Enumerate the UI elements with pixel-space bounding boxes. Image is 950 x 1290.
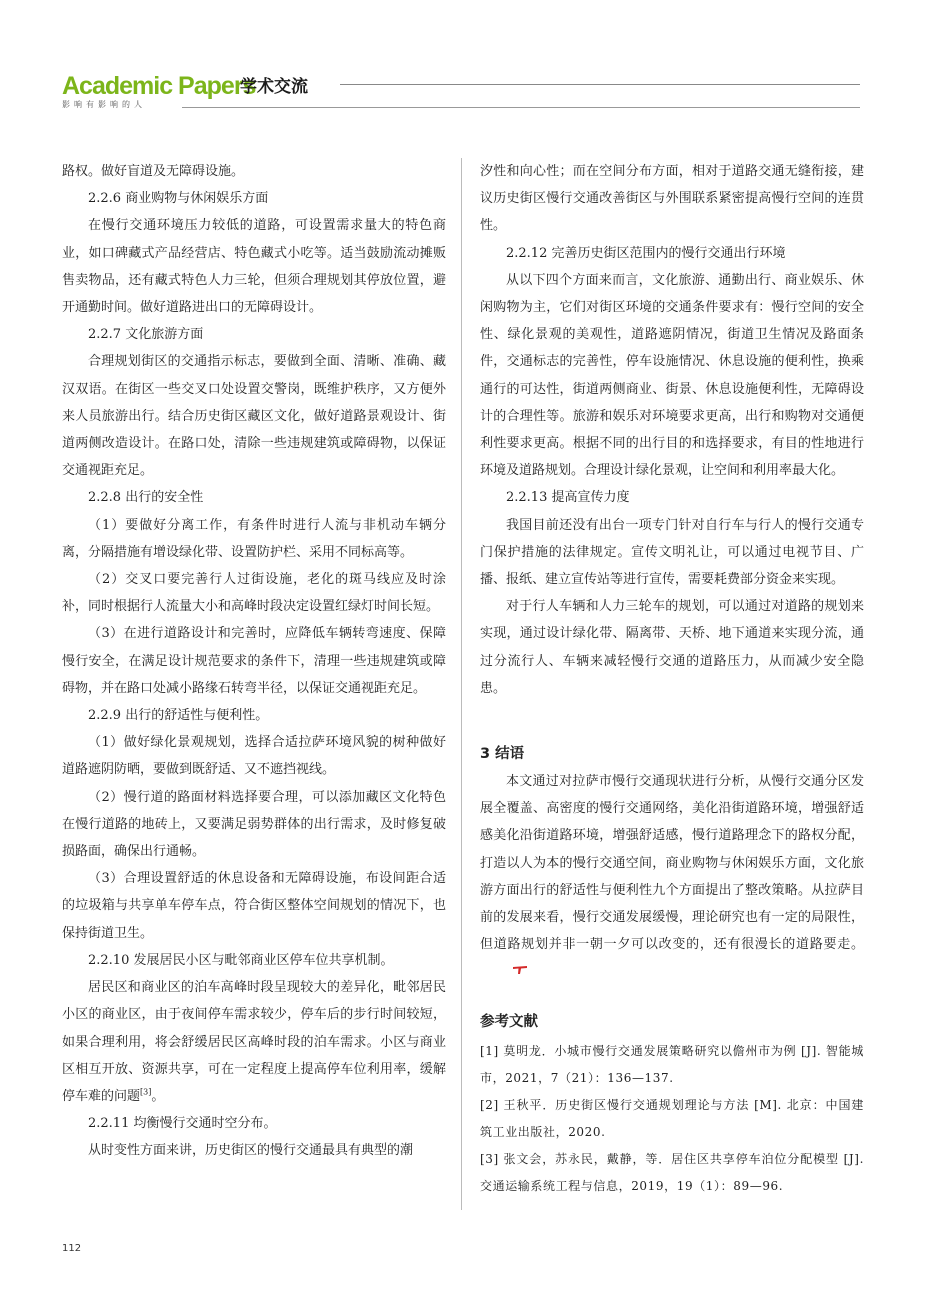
paragraph [62, 974, 446, 1110]
text: 2.2.11 均衡慢行交通时空分布。 [88, 1116, 277, 1132]
subsection-heading [480, 240, 864, 267]
text: 2.2.13 提高宣传力度 [506, 490, 630, 506]
subsection-heading [480, 484, 864, 511]
text: [1] 莫明龙．小城市慢行交通发展策略研究以儋州市为例 [J]. 智能城市，2021，7（21）：136—137. [480, 1043, 864, 1085]
text: （1）要做好分离工作，有条件时进行人流与非机动车辆分离，分隔措施有增设绿化带、设置防护栏、采用不同标高等。 [62, 517, 446, 560]
paragraph [62, 729, 446, 783]
text: 2.2.6 商业购物与休闲娱乐方面 [88, 191, 269, 207]
text: 从时变性方面来讲，历史街区的慢行交通最具有典型的潮 [88, 1143, 414, 1159]
end-mark-icon [486, 958, 528, 985]
subsection-heading [62, 185, 446, 212]
paragraph [62, 620, 446, 702]
paragraph [480, 768, 864, 986]
reference-item [480, 1146, 864, 1200]
text-tail: 。 [151, 1088, 165, 1104]
reference-item [480, 1092, 864, 1146]
text: 路权。做好盲道及无障碍设施。 [62, 164, 245, 179]
text: 汐性和向心性；而在空间分布方面，相对于道路交通无缝衔接，建议历史街区慢行交通改善街区与外围联系紧密提高慢行空间的连贯性。 [480, 164, 864, 234]
section-heading [480, 740, 864, 768]
paragraph [62, 212, 446, 321]
text: 合理规划街区的交通指示标志，要做到全面、清晰、准确、藏汉双语。在街区一些交叉口处设置交警岗，既维护秩序，又方便外来人员旅游出行。结合历史街区藏区文化，做好道路景观设计、街道两侧改造设计。在路口处，清除一些违规建筑或障碍物，以保证交通视距充足。 [62, 354, 446, 479]
journal-brand: Academic Papers [62, 72, 256, 100]
text: （3）合理设置舒适的休息设备和无障碍设施，布设间距合适的垃圾箱与共享单车停车点，符合街区整体空间规划的情况下，也保持街道卫生。 [62, 871, 446, 941]
paragraph [480, 267, 864, 485]
text: 3 结语 [480, 746, 525, 763]
text: 2.2.10 发展居民小区与毗邻商业区停车位共享机制。 [88, 952, 394, 968]
text: （3）在进行道路设计和完善时，应降低车辆转弯速度、保障慢行安全，在满足设计规范要求的条件下，清理一些违规建筑或障碍物，并在路口处减小路缘石转弯半径，以保证交通视距充足。 [62, 626, 446, 696]
text: 居民区和商业区的泊车高峰时段呈现较大的差异化，毗邻居民小区的商业区，由于夜间停车需求较少，停车后的步行时间较短，如果合理利用，将会舒缓居民区高峰时段的泊车需求。小区与商业区相互开放、资源共享，可在一定程度上提高停车位利用率，缓解停车难的问题 [62, 980, 446, 1104]
header-rule-bottom [182, 107, 860, 108]
text: [3] 张文会，苏永民，戴静，等．居住区共享停车泊位分配模型 [J]. 交通运输系统工程与信息，2019，19（1）：89—96. [480, 1151, 864, 1193]
paragraph [62, 784, 446, 866]
subsection-heading [62, 1110, 446, 1137]
text: 对于行人车辆和人力三轮车的规划，可以通过对道路的规划来实现，通过设计绿化带、隔离带、天桥、地下通道来实现分流，通过分流行人、车辆来减轻慢行交通的道路压力，从而减少安全隐患。 [480, 599, 864, 696]
paragraph [62, 348, 446, 484]
text: 2.2.9 出行的舒适性与便利性。 [88, 708, 269, 724]
text: 2.2.7 文化旅游方面 [88, 327, 204, 343]
paragraph [480, 512, 864, 594]
journal-header [62, 70, 862, 110]
references-heading [480, 1008, 864, 1036]
paragraph [62, 158, 446, 185]
subsection-heading [62, 484, 446, 511]
page-number: 112 [62, 1243, 82, 1254]
subsection-heading [62, 702, 446, 729]
text: （1）做好绿化景观规划，选择合适拉萨环境风貌的树种做好道路遮阴防晒，要做到既舒适、又不遮挡视线。 [62, 735, 446, 778]
text: [2] 王秋平．历史街区慢行交通规划理论与方法 [M]. 北京：中国建筑工业出版社，2020. [480, 1097, 864, 1139]
citation-ref: [3] [140, 1087, 152, 1097]
subsection-heading [62, 321, 446, 348]
paragraph [62, 1137, 446, 1164]
reference-item [480, 1038, 864, 1092]
subsection-heading [62, 947, 446, 974]
paragraph [62, 865, 446, 947]
text: 本文通过对拉萨市慢行交通现状进行分析，从慢行交通分区发展全覆盖、高密度的慢行交通网络，美化沿街道路环境，增强舒适感美化沿街道路环境，增强舒适感，慢行道路理念下的路权分配，打造以人为本的慢行交通空间，商业购物与休闲娱乐方面，文化旅游方面出行的舒适性与便利性九个方面提出了整改策略。从拉萨目前的发展来看，慢行交通发展缓慢，理论研究也有一定的局限性，但道路规划并非一朝一夕可以改变的，还有很漫长的道路要走。 [480, 774, 864, 953]
text: 2.2.12 完善历史街区范围内的慢行交通出行环境 [506, 245, 786, 261]
text: 参考文献 [480, 1013, 538, 1030]
text: （2）慢行道的路面材料选择要合理，可以添加藏区文化特色在慢行道路的地砖上，又要满足弱势群体的出行需求，及时修复破损路面，确保出行通畅。 [62, 789, 446, 860]
text: 在慢行交通环境压力较低的道路，可设置需求量大的特色商业，如口碑藏式产品经营店、特色藏式小吃等。适当鼓励流动摊贩售卖物品，还有藏式特色人力三轮，但须合理规划其停放位置，避开通勤时间。做好道路进出口的无障碍设计。 [62, 218, 446, 316]
paragraph [62, 512, 446, 566]
text: 我国目前还没有出台一项专门针对自行车与行人的慢行交通专门保护措施的法律规定。宣传文明礼让，可以通过电视节目、广播、报纸、建立宣传站等进行宣传，需要耗费部分资金来实现。 [480, 517, 864, 588]
text: 从以下四个方面来而言，文化旅游、通勤出行、商业娱乐、休闲购物为主，它们对街区环境的交通条件要求有：慢行空间的安全性、绿化景观的美观性，道路遮阴情况，街道卫生情况及路面条件，交通标志的完善性，停车设施情况、休息设施的便利性，换乘通行的可达性，街道两侧商业、街景、休息设施便利性，无障碍设计的合理性等。旅游和娱乐对环境要求更高，出行和购物对交通便利性要求更高。根据不同的出行目的和选择要求，有目的性地进行环境及道路规划。合理设计绿化景观，让空间和利用率最大化。 [480, 272, 864, 479]
text: （2）交叉口要完善行人过街设施，老化的斑马线应及时涂补，同时根据行人流量大小和高峰时段决定设置红绿灯时间长短。 [62, 572, 446, 615]
text: 2.2.8 出行的安全性 [88, 490, 204, 506]
left-text-column [62, 158, 446, 1165]
paragraph [480, 158, 864, 240]
column-divider [461, 158, 462, 1210]
right-text-column [480, 158, 864, 1200]
journal-slogan: 影响有影响的人 [62, 100, 146, 109]
header-rule-top [340, 84, 860, 85]
paragraph [480, 593, 864, 702]
journal-section-title: 学术交流 [240, 77, 308, 97]
paragraph [62, 566, 446, 620]
